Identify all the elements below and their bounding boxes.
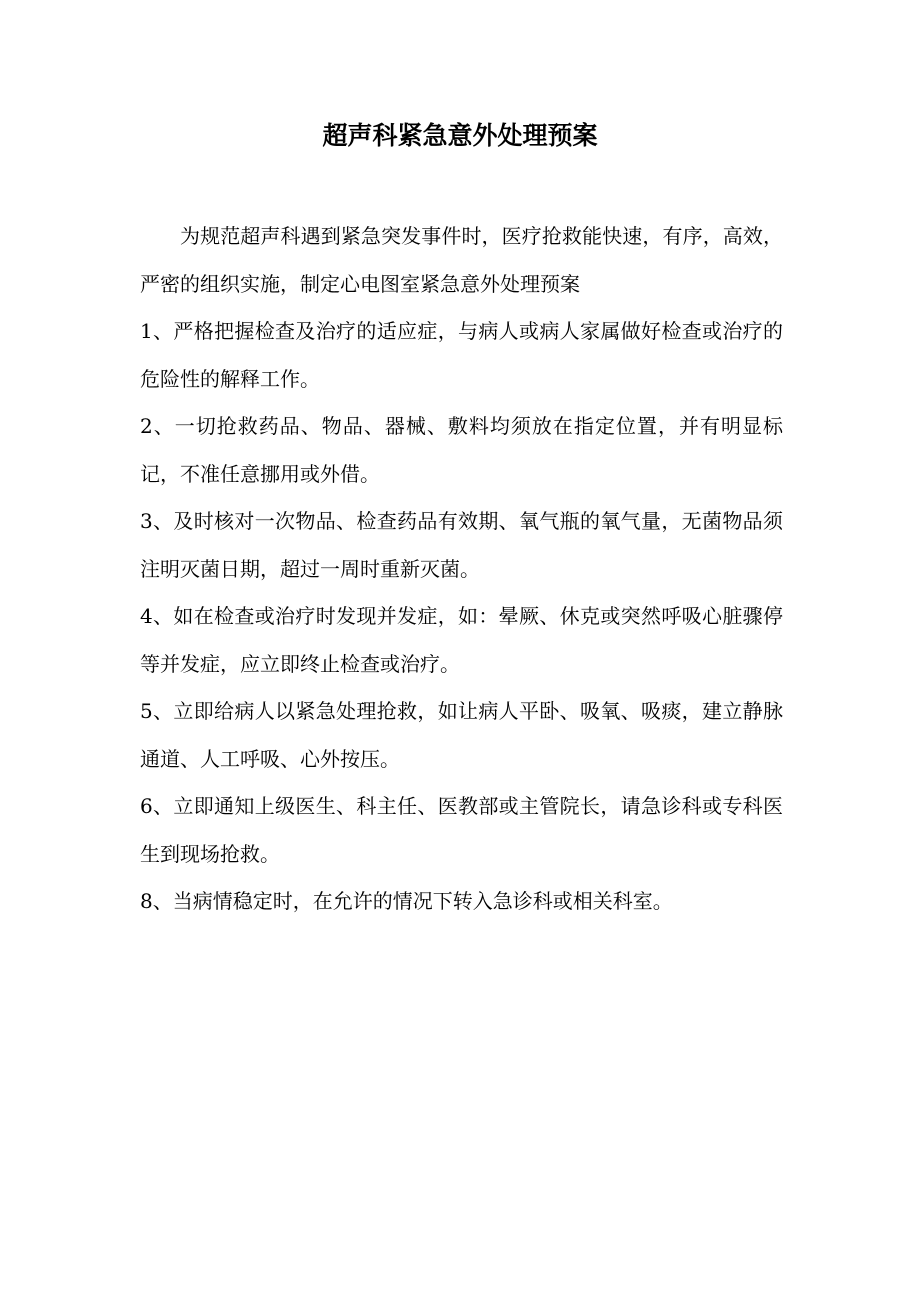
intro-paragraph: 为规范超声科遇到紧急突发事件时，医疗抢救能快速，有序，高效，严密的组织实施，制定心电图室紧急意外处理预案 bbox=[140, 224, 783, 296]
list-item: 2、一切抢救药品、物品、器械、敷料均须放在指定位置，并有明显标记，不准任意挪用或外借。 bbox=[140, 414, 783, 486]
list-item: 6、立即通知上级医生、科主任、医教部或主管院长，请急诊科或专科医生到现场抢救。 bbox=[140, 794, 783, 866]
list-item: 8、当病情稳定时，在允许的情况下转入急诊科或相关科室。 bbox=[140, 889, 673, 913]
list-item: 1、严格把握检查及治疗的适应症，与病人或病人家属做好检查或治疗的危险性的解释工作。 bbox=[140, 319, 783, 391]
document-title: 超声科紧急意外处理预案 bbox=[322, 121, 598, 150]
list-item: 3、及时核对一次物品、检查药品有效期、氧气瓶的氧气量，无菌物品须注明灭菌日期，超过一周时重新灭菌。 bbox=[140, 509, 783, 581]
document-body bbox=[140, 213, 783, 926]
list-item: 5、立即给病人以紧急处理抢救，如让病人平卧、吸氧、吸痰，建立静脉通道、人工呼吸、心外按压。 bbox=[140, 699, 783, 771]
list-item: 4、如在检查或治疗时发现并发症，如：晕厥、休克或突然呼吸心脏骤停等并发症，应立即终止检查或治疗。 bbox=[140, 604, 783, 676]
